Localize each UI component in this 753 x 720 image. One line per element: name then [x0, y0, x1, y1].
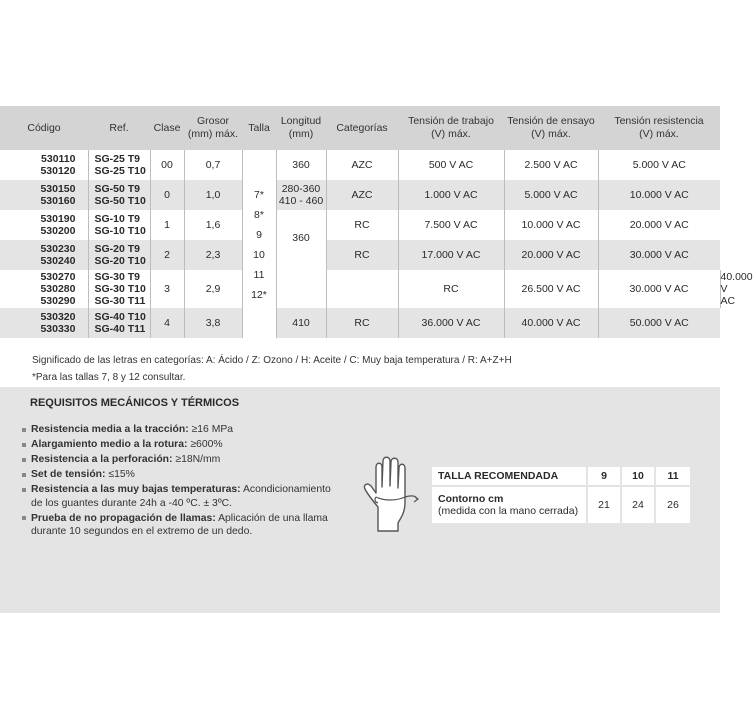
clase-cell: 00 — [150, 150, 184, 180]
requisito-item — [22, 512, 342, 539]
categoria-cell: AZC — [326, 180, 398, 210]
ensayo-cell: 10.000 V AC — [504, 210, 598, 240]
clase-cell: 2 — [150, 240, 184, 270]
longitud-cell — [326, 270, 398, 308]
grosor-cell: 2,9 — [184, 270, 242, 308]
size-header-row — [431, 466, 691, 486]
column-header: Código — [0, 106, 88, 150]
requisito-value: ≤15% — [105, 469, 135, 480]
categorias-note: Significado de las letras en categorías: A: Ácido / Z: Ozono / H: Aceite / C: Muy baja temperatura / R: A+Z+H — [32, 355, 512, 366]
codes-cell: 530150 530160 — [0, 180, 88, 210]
resistencia-cell: 20.000 V AC — [598, 210, 720, 240]
column-header: Talla — [242, 106, 276, 150]
requisito-item — [22, 438, 342, 452]
column-header: Ref. — [88, 106, 150, 150]
talla-value: 10 — [253, 249, 265, 261]
requisito-value: Aplicación de una llama durante 10 segundos en el extremo de un dedo. — [31, 512, 328, 537]
column-header: Tensión resistencia (V) máx. — [598, 106, 720, 150]
column-header: Tensión de trabajo (V) máx. — [398, 106, 504, 150]
grosor-cell: 1,6 — [184, 210, 242, 240]
tallas-note: *Para las tallas 7, 8 y 12 consultar. — [32, 372, 186, 383]
resistencia-cell: 5.000 V AC — [598, 150, 720, 180]
column-header: Longitud (mm) — [276, 106, 326, 150]
requisito-label: Resistencia a la perforación: — [31, 454, 173, 465]
size-table — [430, 465, 692, 525]
contorno-label-cell — [431, 486, 587, 524]
codes-cell: 530320 530330 — [0, 308, 88, 338]
talla-value: 8* — [254, 209, 264, 221]
talla-value: 9 — [256, 229, 262, 241]
column-header: Grosor (mm) máx. — [184, 106, 242, 150]
contorno-value-cell: 26 — [655, 486, 691, 524]
table-row: 530270 530280 530290 SG-30 T9 SG-30 T10 SG-30 T11 3 2,9 RC 26.500 V AC 30.000 V AC 40.000 V AC — [0, 270, 720, 308]
clase-cell: 4 — [150, 308, 184, 338]
column-header: Categorías — [326, 106, 398, 150]
requisito-item — [22, 453, 342, 467]
refs-cell: SG-20 T9 SG-20 T10 — [88, 240, 150, 270]
requisito-value: ≥16 MPa — [188, 424, 234, 435]
codes-cell: 530270 530280 530290 — [40, 271, 76, 307]
resistencia-cell: 50.000 V AC — [598, 308, 720, 338]
requisito-item — [22, 468, 342, 482]
ensayo-cell: 40.000 V AC — [504, 308, 598, 338]
requisito-label: Prueba de no propagación de llamas: — [31, 512, 216, 524]
codes-cell: 530190 530200 — [40, 213, 76, 237]
categoria-cell: RC — [326, 308, 398, 338]
trabajo-cell: 36.000 V AC — [398, 308, 504, 338]
table-header-row — [0, 106, 720, 150]
trabajo-cell: 500 V AC — [398, 150, 504, 180]
talla-cell — [242, 150, 276, 338]
ensayo-cell: 2.500 V AC — [504, 150, 598, 180]
requisito-value: Acondicionamiento de los guantes durante 24h a -40 ºC. ± 3ºC. — [31, 484, 331, 509]
trabajo-cell: 1.000 V AC — [398, 180, 504, 210]
codes-cell: 530230 530240 — [0, 240, 88, 270]
glove-hand-icon — [362, 453, 420, 533]
refs-cell: SG-50 T9 SG-50 T10 — [88, 180, 150, 210]
requisito-label: Resistencia media a la tracción: — [31, 424, 189, 435]
talla-recomendada-label: TALLA RECOMENDADA — [431, 466, 587, 486]
ensayo-cell: 20.000 V AC — [504, 240, 598, 270]
requisito-value: ≥600% — [187, 439, 223, 450]
categoria-cell: RC — [326, 210, 398, 240]
grosor-cell: 0,7 — [184, 150, 242, 180]
longitud-cell: 360 — [276, 210, 326, 308]
clase-cell: 3 — [150, 270, 184, 308]
codes-cell: 530110 530120 — [40, 153, 76, 177]
refs-cell: SG-40 T10 SG-40 T11 — [88, 308, 150, 338]
requisito-label: Set de tensión: — [31, 469, 106, 480]
refs-cell: SG-10 T9 SG-10 T10 — [88, 210, 150, 240]
column-header: Tensión de ensayo (V) máx. — [504, 106, 598, 150]
requisitos-list — [22, 423, 342, 540]
grosor-cell: 1,0 — [184, 180, 242, 210]
longitud-cell: 410 — [276, 308, 326, 338]
contorno-label: Contorno cm — [438, 493, 504, 505]
longitud-cell: 280-360 410 - 460 — [276, 180, 326, 210]
clase-cell: 1 — [150, 210, 184, 240]
grosor-cell: 2,3 — [184, 240, 242, 270]
contorno-sublabel: (medida con la mano cerrada) — [438, 505, 579, 517]
table-row — [0, 180, 720, 210]
resistencia-cell: 30.000 V AC — [598, 240, 720, 270]
talla-value: 11 — [253, 269, 265, 281]
resistencia-cell: 10.000 V AC — [598, 180, 720, 210]
clase-cell: 0 — [150, 180, 184, 210]
categoria-cell: RC — [326, 240, 398, 270]
requisito-item — [22, 423, 342, 437]
size-header-cell: 10 — [621, 466, 655, 486]
contorno-row — [431, 486, 691, 524]
categoria-cell: RC — [398, 270, 504, 308]
requisitos-title: REQUISITOS MECÁNICOS Y TÉRMICOS — [30, 397, 240, 409]
table-row — [0, 210, 720, 240]
glove-spec-table — [0, 106, 753, 338]
refs-cell: SG-30 T9 SG-30 T10 SG-30 T11 — [88, 270, 150, 308]
table-notes — [32, 352, 692, 386]
requisito-label: Resistencia a las muy bajas temperaturas: — [31, 484, 241, 495]
requisitos-panel — [0, 387, 720, 613]
size-header-cell: 9 — [587, 466, 621, 486]
ensayo-cell: 5.000 V AC — [504, 180, 598, 210]
longitud-cell: 360 — [276, 150, 326, 180]
requisito-value: ≥18N/mm — [172, 454, 221, 465]
column-header: Clase — [150, 106, 184, 150]
ensayo-cell: 30.000 V AC — [598, 270, 720, 308]
requisito-item — [22, 483, 342, 510]
table-row — [0, 150, 720, 180]
table-row — [0, 240, 720, 270]
requisito-label: Alargamiento medio a la rotura: — [31, 439, 188, 450]
refs-cell: SG-25 T9 SG-25 T10 — [88, 150, 150, 180]
contorno-value-cell: 24 — [621, 486, 655, 524]
contorno-value-cell: 21 — [587, 486, 621, 524]
size-header-cell: 11 — [655, 466, 691, 486]
table-row — [0, 308, 720, 338]
talla-value: 12* — [251, 289, 267, 301]
trabajo-cell: 26.500 V AC — [504, 270, 598, 308]
grosor-cell: 3,8 — [184, 308, 242, 338]
categoria-cell: AZC — [326, 150, 398, 180]
trabajo-cell: 17.000 V AC — [398, 240, 504, 270]
talla-value: 7* — [254, 189, 264, 201]
trabajo-cell: 7.500 V AC — [398, 210, 504, 240]
